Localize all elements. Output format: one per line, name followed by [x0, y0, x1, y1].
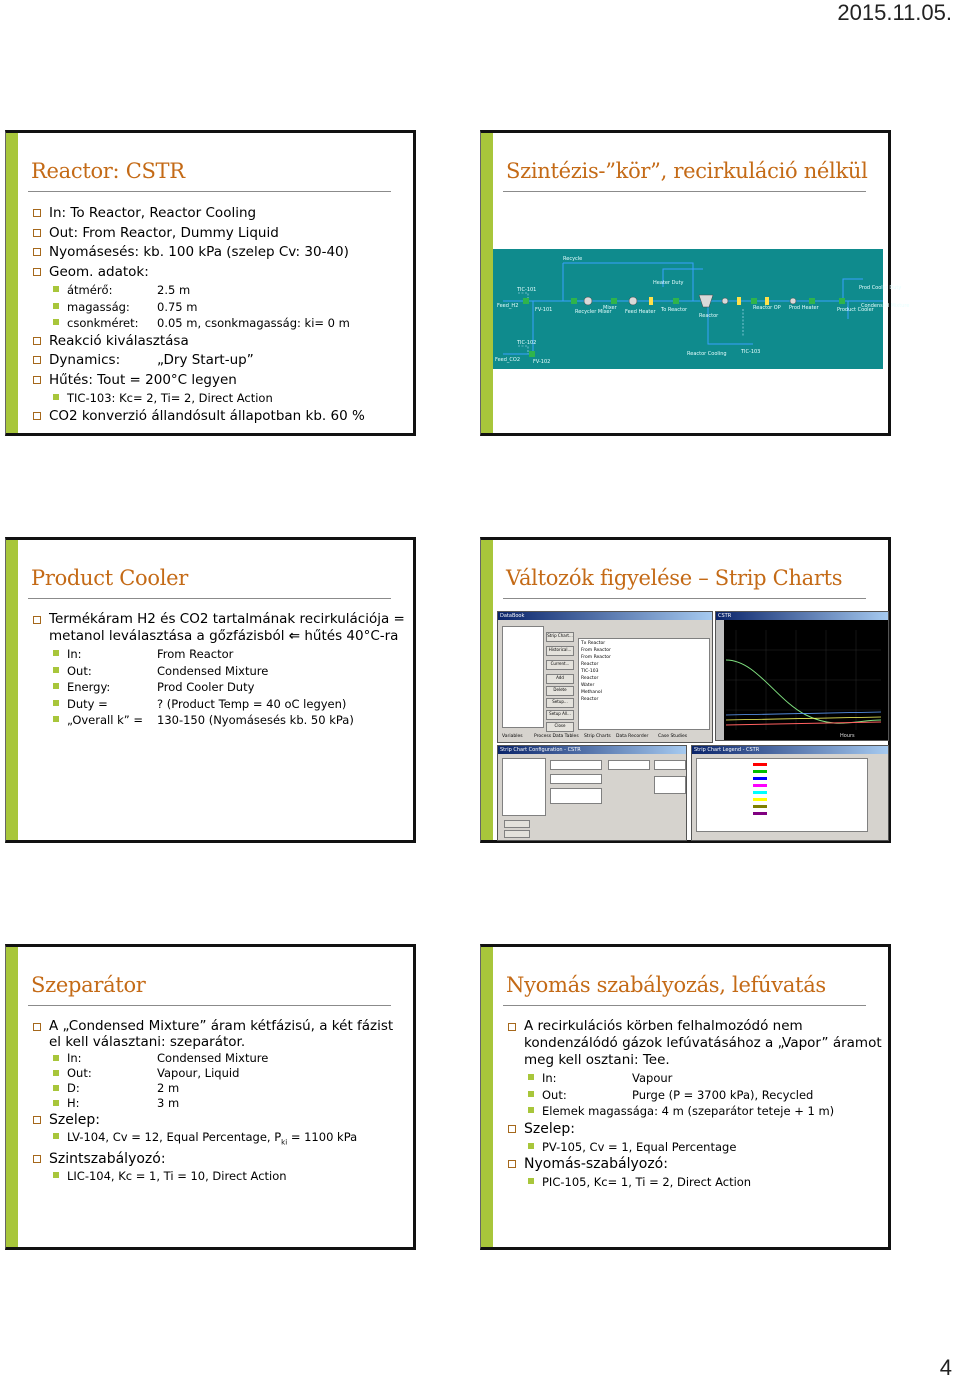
- bullet-item: [31, 611, 407, 644]
- sub-bullet: PV-105, Cv = 1, Equal Percentage: [506, 1139, 882, 1156]
- slide-title: Product Cooler: [31, 566, 188, 590]
- flow-label: Reactor OP: [753, 305, 781, 311]
- sub-bullet: [31, 282, 407, 299]
- sub-bullet: [31, 1066, 407, 1081]
- sub-bullet: [506, 1087, 882, 1104]
- page-date: 2015.11.05.: [837, 0, 952, 25]
- row-value: From Reactor: [157, 647, 234, 661]
- tab-variables[interactable]: Variables: [502, 734, 523, 739]
- variable-row: Water: [581, 683, 595, 688]
- slide-accent-bar: [6, 133, 18, 433]
- slide-accent-bar: [481, 133, 493, 433]
- slide-title: Reactor: CSTR: [31, 159, 185, 183]
- slide-body: [31, 1018, 407, 1184]
- slide-title: Nyomás szabályozás, lefúvatás: [506, 973, 826, 997]
- flow-label: Recycler Mixer: [575, 309, 612, 315]
- row-label: In:: [67, 1051, 82, 1065]
- geom-value: 2.5 m: [157, 283, 191, 297]
- legend-swatch: [753, 770, 767, 773]
- flowsheet-diagram: [493, 249, 910, 369]
- slide-body: [31, 611, 407, 729]
- sub-bullet: [31, 299, 407, 316]
- variable-row: Reactor: [581, 662, 599, 667]
- row-value: Prod Cooler Duty: [157, 680, 255, 694]
- slide-accent-bar: [6, 947, 18, 1247]
- flow-label: Condensed Mixture: [861, 303, 910, 309]
- slide-synthesis-loop: [480, 130, 910, 436]
- config-button[interactable]: [504, 830, 530, 838]
- slide-accent-bar: [481, 947, 493, 1247]
- slide-accent-bar: [6, 540, 18, 840]
- bullet-item: Nyomásesés: kb. 100 kPa (szelep Cv: 30-40): [31, 243, 407, 263]
- slide-title: Változók figyelése – Strip Charts: [506, 566, 843, 590]
- row-label: In:: [542, 1071, 557, 1085]
- sub-bullet: [31, 1129, 407, 1150]
- sub-bullet: [31, 315, 407, 332]
- strip-chart-screenshot: [497, 611, 889, 841]
- geom-label: csonkméret:: [67, 316, 139, 330]
- variable-row: From Reactor: [581, 655, 611, 660]
- strip-chart-plot: [716, 620, 888, 740]
- title-divider: [28, 191, 391, 192]
- flow-label: Feed_CO2: [495, 357, 521, 363]
- bullet-item: Szelep:: [31, 1111, 407, 1129]
- variable-row: From Reactor: [581, 648, 611, 653]
- flow-label: TIC-101: [517, 287, 537, 293]
- row-label: Out:: [542, 1087, 567, 1102]
- strip-legend-window: [691, 745, 889, 841]
- flow-label: Heater Duty: [653, 280, 684, 286]
- config-field[interactable]: [608, 760, 650, 770]
- row-label: Out:: [67, 663, 92, 678]
- variable-row: Reactor: [581, 676, 599, 681]
- flow-label: Prod Heater: [789, 305, 819, 311]
- bullet-item: Hűtés: Tout = 200°C legyen: [31, 371, 407, 391]
- row-label: „Overall k” =: [67, 713, 143, 727]
- bullet-item: In: To Reactor, Reactor Cooling: [31, 204, 407, 224]
- dyn-value: „Dry Start-up”: [157, 352, 254, 368]
- tab-data-recorder[interactable]: Data Recorder: [616, 734, 649, 739]
- legend-swatch: [753, 784, 767, 787]
- config-field[interactable]: [550, 774, 602, 784]
- slide-accent-bar: [481, 540, 493, 840]
- row-label: In:: [67, 647, 82, 661]
- side-button[interactable]: Strip Chart...: [546, 632, 574, 642]
- bullet-item: Nyomás-szabályozó:: [506, 1155, 882, 1174]
- page-number: 4: [939, 1355, 952, 1380]
- row-value: Purge (P = 3700 kPa), Recycled: [632, 1087, 814, 1102]
- dyn-label: Dynamics:: [49, 352, 121, 368]
- variable-row: Methanol: [581, 690, 602, 695]
- bullet-item: A recirkulációs körben felhalmozódó nem kondenzálódó gázok lefúvatásához a „Vapor” áramot meg kell osztani: Tee.: [506, 1018, 882, 1069]
- row-value: Vapour: [632, 1071, 673, 1085]
- valve-text-tail: = 1100 kPa: [287, 1130, 358, 1144]
- side-button[interactable]: Close: [546, 722, 574, 732]
- flow-label: Mixer: [603, 305, 617, 311]
- config-field[interactable]: [654, 776, 686, 794]
- valve-text: LV-104, Cv = 12, Equal Percentage, P: [67, 1130, 282, 1144]
- row-value: Condensed Mixture: [157, 663, 269, 678]
- strip-list: [502, 626, 544, 728]
- intro-text: Termékáram H2 és CO2 tartalmának recirkulációja = metanol leválasztása a gőzfázisból: [49, 611, 405, 644]
- slide-strip-charts: [480, 537, 891, 843]
- slide-title: Szintézis-”kör”, recirkuláció nélkül: [506, 159, 868, 183]
- tab-strip-charts[interactable]: Strip Charts: [584, 734, 611, 739]
- sub-bullet: PIC-105, Kc= 1, Ti = 2, Direct Action: [506, 1174, 882, 1191]
- row-value: 3 m: [157, 1096, 180, 1110]
- legend-table: [696, 758, 868, 832]
- row-label: Out:: [67, 1066, 92, 1080]
- geom-value: 0.05 m, csonkmagasság: ki= 0 m: [157, 316, 350, 330]
- legend-swatch: [753, 805, 767, 808]
- row-label: H:: [67, 1096, 80, 1110]
- slide-separator: [5, 944, 416, 1250]
- sub-bullet: [31, 663, 407, 680]
- legend-swatch: [753, 763, 767, 766]
- sub-bullet: [31, 1051, 407, 1066]
- row-value: 2 m: [157, 1081, 180, 1095]
- flow-label: Prod Cooler Duty: [859, 285, 902, 291]
- config-list: [502, 758, 546, 816]
- title-divider: [28, 598, 391, 599]
- row-label: D:: [67, 1081, 80, 1095]
- slide-body: [31, 204, 407, 426]
- sub-bullet: LIC-104, Kc = 1, Ti = 10, Direct Action: [31, 1168, 407, 1184]
- cstr-chart-window: [715, 611, 889, 741]
- sub-bullet: [31, 1096, 407, 1111]
- row-value: Condensed Mixture: [157, 1051, 269, 1065]
- row-value: Vapour, Liquid: [157, 1066, 240, 1080]
- geom-label: átmérő:: [67, 283, 113, 297]
- flow-label: Product Cooler: [837, 307, 874, 313]
- bullet-item: A „Condensed Mixture” áram kétfázisú, a két fázist el kell választani: szeparátor.: [31, 1018, 407, 1050]
- sub-bullet: [31, 712, 407, 729]
- valve-subscript: ki: [281, 1138, 288, 1147]
- slide-title: Szeparátor: [31, 973, 146, 997]
- title-divider: [503, 191, 866, 192]
- flow-label: Recycle: [563, 256, 583, 262]
- side-button[interactable]: Setup...: [546, 698, 574, 708]
- legend-swatch: [753, 812, 767, 815]
- bullet-item: Szintszabályozó:: [31, 1150, 407, 1168]
- flow-label: Feed Heater: [625, 309, 656, 315]
- legend-swatch: [753, 791, 767, 794]
- flow-label: Reactor Cooling: [687, 351, 727, 357]
- slide-reactor-cstr: [5, 130, 416, 436]
- row-value: 130-150 (Nyomásesés kb. 50 kPa): [157, 713, 354, 727]
- bullet-item: [31, 351, 407, 371]
- flow-label: To Reactor: [661, 307, 688, 313]
- side-button[interactable]: Historical...: [546, 646, 574, 656]
- tab-process-data[interactable]: Process Data Tables: [534, 734, 579, 739]
- flow-label: FV-102: [533, 359, 551, 365]
- variable-row: Reactor: [581, 697, 599, 702]
- window-title: Strip Chart Configuration - CSTR: [498, 746, 686, 754]
- sub-bullet: [31, 696, 407, 713]
- window-title: CSTR: [716, 612, 888, 620]
- slide-body: [506, 1018, 882, 1191]
- window-title: Strip Chart Legend - CSTR: [692, 746, 888, 754]
- sub-bullet: TIC-103: Kc= 2, Ti= 2, Direct Action: [31, 390, 407, 407]
- slide-product-cooler: [5, 537, 416, 843]
- bullet-item: CO2 konverzió állandósult állapotban kb. 60 %: [31, 407, 407, 427]
- title-divider: [28, 1005, 391, 1006]
- side-button[interactable]: Current...: [546, 660, 574, 670]
- flow-label: TIC-103: [741, 349, 761, 355]
- title-divider: [503, 598, 866, 599]
- variable-row: TIC-103: [581, 669, 599, 674]
- bullet-item: Reakció kiválasztása: [31, 332, 407, 352]
- tab-case-studies[interactable]: Case Studies: [658, 734, 688, 739]
- variable-row: Tx Reactor: [581, 641, 606, 646]
- legend-swatch: [753, 798, 767, 801]
- config-field[interactable]: [654, 760, 686, 770]
- row-label: Energy:: [67, 680, 111, 694]
- row-value: ? (Product Temp = 40 oC legyen): [157, 696, 347, 711]
- config-button[interactable]: [504, 820, 530, 828]
- sub-bullet: [31, 1081, 407, 1096]
- bullet-item: Out: From Reactor, Dummy Liquid: [31, 224, 407, 244]
- flow-label: Reactor: [699, 313, 719, 319]
- flow-label: FV-101: [535, 307, 553, 313]
- config-field[interactable]: [550, 788, 602, 804]
- sub-bullet: Elemek magassága: 4 m (szeparátor teteje + 1 m): [506, 1103, 882, 1120]
- flow-label: TIC-102: [517, 340, 537, 346]
- hours-label: Hours: [840, 733, 855, 739]
- databook-window: [497, 611, 713, 743]
- slide-pressure-control: [480, 944, 891, 1250]
- geom-label: magasság:: [67, 299, 130, 314]
- sub-bullet: [31, 679, 407, 696]
- bullet-item: Geom. adatok:: [31, 263, 407, 283]
- side-button[interactable]: Add: [546, 674, 574, 684]
- intro-tail: hűtés 40°C-ra: [304, 627, 399, 644]
- variable-table: [578, 638, 710, 730]
- config-field[interactable]: [550, 760, 602, 770]
- flow-label: Feed_H2: [497, 303, 519, 309]
- sub-bullet: [506, 1070, 882, 1087]
- side-button[interactable]: Setup All...: [546, 710, 574, 720]
- strip-config-window: [497, 745, 687, 841]
- title-divider: [503, 1005, 866, 1006]
- legend-swatch: [753, 777, 767, 780]
- geom-value: 0.75 m: [157, 299, 198, 314]
- arrow-left-icon: ⇐: [288, 627, 301, 644]
- sub-bullet: [31, 646, 407, 663]
- bullet-item: Szelep:: [506, 1120, 882, 1139]
- side-button[interactable]: Delete: [546, 686, 574, 696]
- window-title: DataBook: [498, 612, 712, 620]
- row-label: Duty =: [67, 696, 108, 711]
